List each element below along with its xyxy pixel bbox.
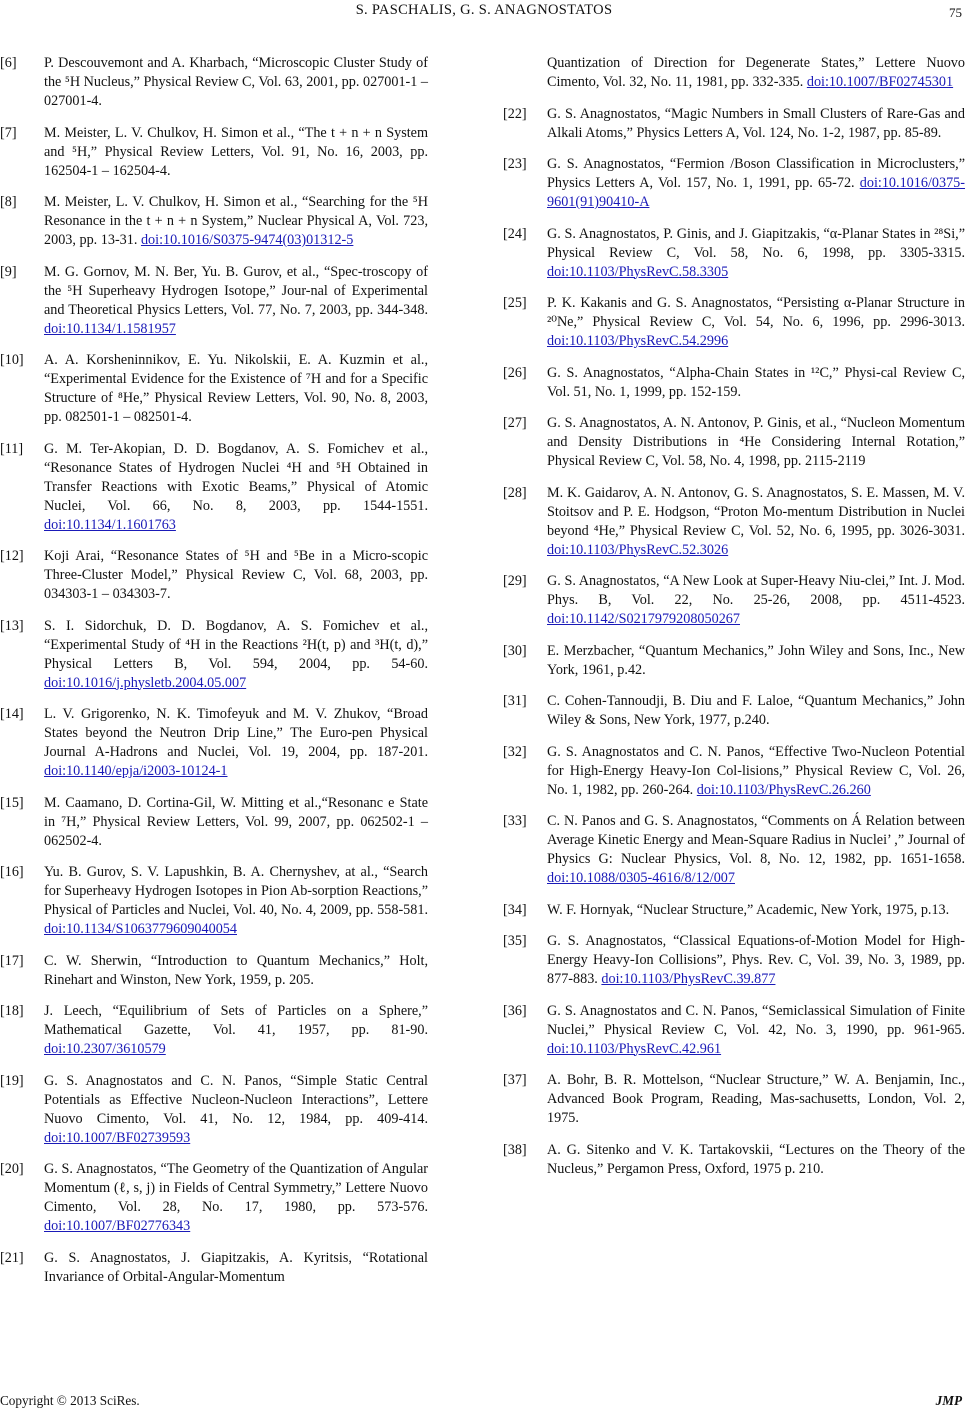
reference-number: [10] xyxy=(0,352,24,368)
page-header xyxy=(0,0,968,40)
reference-number: [13] xyxy=(0,617,24,634)
reference-entry xyxy=(503,901,965,920)
reference-body xyxy=(44,351,428,427)
reference-entry xyxy=(0,1072,428,1148)
reference-text: J. Leech, “Equilibrium of Sets of Particles on a Sphere,” Mathematical Gazette, Vol. 41, 1957, pp. 81-90. xyxy=(44,1003,428,1038)
reference-number: [6] xyxy=(0,55,17,71)
reference-text: M. Meister, L. V. Chulkov, H. Simon et al., “The t + n + n System and ⁵H,” Physical Review Letters, Vol. 91, No. 16, 2003, pp. 162504-1 – 162504-4. xyxy=(44,124,428,179)
reference-entry xyxy=(503,1071,965,1128)
reference-number: [31] xyxy=(503,693,527,709)
reference-number: [7] xyxy=(0,124,17,141)
reference-body xyxy=(44,54,428,111)
reference-body xyxy=(547,901,965,920)
running-title: S. PASCHALIS, G. S. ANAGNOSTATOS xyxy=(355,2,613,18)
reference-number: [21] xyxy=(0,1249,24,1266)
reference-entry xyxy=(0,54,428,111)
reference-body xyxy=(547,414,965,471)
reference-body xyxy=(44,617,428,693)
page-number: 75 xyxy=(949,5,962,20)
doi-link[interactable]: doi:10.1007/BF02776343 xyxy=(44,1218,191,1234)
reference-entry xyxy=(503,364,965,402)
doi-link[interactable]: doi:10.1142/S0217979208050267 xyxy=(547,611,740,627)
doi-link[interactable]: doi:10.1016/j.physletb.2004.05.007 xyxy=(44,674,247,691)
reference-text: P. K. Kakanis and G. S. Anagnostatos, “Persisting α-Planar Structure in ²⁰Ne,” Physical Review C, Vol. 54, No. 6, 1996, pp. 2996-3013. xyxy=(547,295,965,330)
reference-body xyxy=(44,263,428,339)
reference-text: G. S. Anagnostatos, “Fermion /Boson Classification in Microclusters,” Physics Letters A, Vol. 157, No. 1, 1991, pp. 65-72. xyxy=(547,156,965,191)
reference-body xyxy=(547,155,965,212)
reference-body xyxy=(44,952,428,990)
reference-body xyxy=(547,364,965,402)
reference-number: [14] xyxy=(0,706,24,722)
reference-entry xyxy=(503,1002,965,1059)
reference-entry xyxy=(503,484,965,560)
reference-body xyxy=(547,1071,965,1128)
reference-number: [18] xyxy=(0,1003,24,1019)
reference-body xyxy=(547,225,965,282)
journal-abbrev: JMP xyxy=(935,1393,962,1408)
reference-text: C. Cohen-Tannoudji, B. Diu and F. Laloe, “Quantum Mechanics,” John Wiley & Sons, New York, 1977, p.240. xyxy=(547,693,965,728)
reference-text: G. S. Anagnostatos, J. Giapitzakis, A. Kyritsis, “Rotational Invariance of Orbital-Angular-Momentum xyxy=(44,1249,428,1285)
doi-link[interactable]: doi:10.1103/PhysRevC.54.2996 xyxy=(547,333,729,349)
doi-link[interactable]: doi:10.1103/PhysRevC.26.260 xyxy=(696,781,871,798)
reference-text: G. S. Anagnostatos, “Classical Equations-of-Motion Model for High-Energy Heavy-Ion Collisions”, Phys. Rev. C, Vol. 39, No. 3, 1989, pp. 877-883. xyxy=(547,933,965,987)
reference-text: Koji Arai, “Resonance States of ⁵H and ⁵Be in a Micro-scopic Three-Cluster Model,” Physical Review C, Vol. 68, 2003, pp. 034303-1 – 034303-7. xyxy=(44,548,428,602)
reference-body xyxy=(44,705,428,781)
reference-text: G. S. Anagnostatos, P. Ginis, and J. Giapitzakis, “α-Planar States in ²⁸Si,” Physical Review C, Vol. 58, No. 6, 1998, pp. 3305-3315. xyxy=(547,225,965,261)
reference-entry xyxy=(503,642,965,680)
doi-link[interactable]: doi:10.1088/0305-4616/8/12/007 xyxy=(547,870,735,886)
reference-body xyxy=(44,440,428,535)
reference-text: S. I. Sidorchuk, D. D. Bogdanov, A. S. Fomichev et al., “Experimental Study of ⁴H in the Reactions ²H(t, p) and ³H(t, d),” Physical Letters B, Vol. 594, 2004, pp. 54-60. xyxy=(44,617,428,672)
reference-entry xyxy=(0,193,428,250)
reference-body xyxy=(547,105,965,143)
reference-entry xyxy=(0,617,428,693)
reference-text: E. Merzbacher, “Quantum Mechanics,” John Wiley and Sons, Inc., New York, 1961, p.42. xyxy=(547,642,965,678)
doi-link[interactable]: doi:10.1103/PhysRevC.39.877 xyxy=(601,971,776,987)
reference-text: G. S. Anagnostatos, “Alpha-Chain States in ¹²C,” Physi-cal Review C, Vol. 51, No. 1, 1999, pp. 152-159. xyxy=(547,364,965,400)
reference-entry xyxy=(503,1141,965,1179)
reference-text: M. Caamano, D. Cortina-Gil, W. Mitting et al.,“Resonanc e State in ⁷H,” Physical Review Letters, Vol. 99, 2007, pp. 062502-1 – 062502-4. xyxy=(44,794,428,849)
reference-text: G. S. Anagnostatos and C. N. Panos, “Simple Static Central Potentials as Effective Nucleon-Nucleon Interactions”, Lettere Nuovo Cimento, Vol. 41, No. 12, 1984, pp. 409-414. xyxy=(44,1072,428,1127)
reference-body xyxy=(44,1072,428,1148)
reference-text: W. F. Hornyak, “Nuclear Structure,” Academic, New York, 1975, p.13. xyxy=(547,901,950,918)
reference-entry xyxy=(503,743,965,800)
doi-link[interactable]: doi:10.1140/epja/i2003-10124-1 xyxy=(44,763,228,779)
reference-number: [9] xyxy=(0,263,17,280)
reference-body xyxy=(547,484,965,560)
reference-number: [28] xyxy=(503,484,527,501)
reference-text: G. M. Ter-Akopian, D. D. Bogdanov, A. S. Fomichev et al., “Resonance States of Hydrogen Nuclei ⁴H and ⁵H Obtained in Transfer Reactions with Exotic Beams,” Physical of Atomic Nuclei, Vol. 66, No. 8, 2003, pp. 1544-1551. xyxy=(44,440,428,514)
reference-entry xyxy=(503,414,965,471)
doi-link[interactable]: doi:10.1007/BF02739593 xyxy=(44,1129,191,1146)
reference-body xyxy=(44,863,428,939)
reference-entry xyxy=(0,351,428,427)
reference-entry xyxy=(0,124,428,181)
doi-link[interactable]: doi:10.1007/BF02745301 xyxy=(806,74,954,90)
reference-number: [17] xyxy=(0,952,24,969)
reference-body xyxy=(547,642,965,680)
doi-link[interactable]: doi:10.1016/0375-9601(91)90410-A xyxy=(547,175,965,210)
copyright-notice: Copyright © 2013 SciRes. xyxy=(0,1393,140,1408)
reference-body xyxy=(547,1141,965,1179)
reference-number: [11] xyxy=(0,440,24,457)
reference-text: M. K. Gaidarov, A. N. Antonov, G. S. Anagnostatos, S. E. Massen, M. V. Stoitsov and P. E. Hodgson, “Proton Mo-mentum Distribution in Nuclei beyond ⁴He,” Physical Review C, Vol. 52, No. 6, 1995, pp. 3026-3031. xyxy=(547,484,965,539)
reference-text: C. W. Sherwin, “Introduction to Quantum Mechanics,” Holt, Rinehart and Winston, New York, 1959, p. 205. xyxy=(44,952,428,988)
reference-body xyxy=(547,294,965,351)
reference-entry xyxy=(0,1160,428,1236)
reference-entry xyxy=(0,863,428,939)
reference-number: [27] xyxy=(503,415,527,431)
doi-link[interactable]: doi:10.1134/1.1601763 xyxy=(44,516,176,533)
doi-link[interactable]: doi:10.1103/PhysRevC.52.3026 xyxy=(547,541,729,558)
reference-entry xyxy=(503,54,965,92)
reference-entry xyxy=(0,1249,428,1287)
reference-body xyxy=(547,812,965,888)
reference-body xyxy=(44,1160,428,1236)
reference-text: C. N. Panos and G. S. Anagnostatos, “Comments on Á Relation between Average Kinetic Energy and Mean-Square Radius in Nuclei’ ,” Journal of Physics G: Nuclear Physics, Vol. 8, No. 12, 1982, pp. 1651-1658. xyxy=(547,813,965,867)
reference-number: [16] xyxy=(0,864,24,880)
reference-number: [33] xyxy=(503,813,527,829)
reference-number: [36] xyxy=(503,1002,527,1019)
reference-entry xyxy=(503,932,965,989)
reference-number: [20] xyxy=(0,1161,24,1177)
doi-link[interactable]: doi:10.2307/3610579 xyxy=(44,1041,166,1057)
reference-number: [29] xyxy=(503,573,527,589)
reference-body xyxy=(547,692,965,730)
reference-body xyxy=(44,794,428,851)
doi-link[interactable]: doi:10.1103/PhysRevC.58.3305 xyxy=(547,263,729,280)
reference-entry xyxy=(503,155,965,212)
reference-text: P. Descouvemont and A. Kharbach, “Microscopic Cluster Study of the ⁵H Nucleus,” Physical Review C, Vol. 63, 2001, pp. 027001-1 – 027001-4. xyxy=(44,55,428,109)
reference-body xyxy=(547,54,965,92)
reference-entry xyxy=(503,692,965,730)
reference-number: [19] xyxy=(0,1072,24,1089)
reference-number: [37] xyxy=(503,1072,527,1088)
reference-body xyxy=(547,743,965,800)
reference-number: [25] xyxy=(503,295,527,311)
reference-text: M. G. Gornov, M. N. Ber, Yu. B. Gurov, et al., “Spec-troscopy of the ⁵H Superheavy Hydrogen Isotope,” Jour-nal of Experimental and Theoretical Physics Letters, Vol. 77, No. 7, 2003, pp. 344-348. xyxy=(44,263,428,318)
reference-number: [15] xyxy=(0,794,24,811)
reference-body xyxy=(44,1249,428,1287)
reference-text: G. S. Anagnostatos, “Magic Numbers in Small Clusters of Rare-Gas and Alkali Atoms,” Physics Letters A, Vol. 124, No. 1-2, 1987, pp. 85-89. xyxy=(547,105,965,141)
reference-text: L. V. Grigorenko, N. K. Timofeyuk and M. V. Zhukov, “Broad States beyond the Neutron Drip Line,” The Euro-pen Physical Journal A-Hadrons and Nuclei, Vol. 19, 2004, pp. 187-201. xyxy=(44,706,428,760)
reference-entry xyxy=(0,1002,428,1059)
reference-text: Yu. B. Gurov, S. V. Lapushkin, B. A. Chernyshev, at al., “Search for Superheavy Hydrogen Isotopes in Pion Ab-sorption Reactions,” Physical of Particles and Nuclei, Vol. 40, No. 4, 2009, pp. 558-581. xyxy=(44,864,428,918)
reference-entry xyxy=(503,572,965,629)
reference-number: [34] xyxy=(503,901,527,918)
reference-body xyxy=(547,932,965,989)
reference-body xyxy=(547,1002,965,1059)
reference-entry xyxy=(0,952,428,990)
reference-number: [35] xyxy=(503,933,527,949)
reference-entry xyxy=(503,294,965,351)
reference-entry xyxy=(0,547,428,604)
reference-text: Quantization of Direction for Degenerate States,” Lettere Nuovo Cimento, Vol. 32, No. 11, 1981, pp. 332-335. xyxy=(547,55,965,90)
reference-number: [23] xyxy=(503,156,527,172)
reference-text: G. S. Anagnostatos, “The Geometry of the Quantization of Angular Momentum (ℓ, s, j) in Fields of Central Symmetry,” Lettere Nuovo Cimento, Vol. 28, No. 17, 1980, pp. 573-576. xyxy=(44,1161,428,1215)
reference-entry xyxy=(0,794,428,851)
reference-entry xyxy=(0,705,428,781)
reference-number: [24] xyxy=(503,225,527,242)
reference-text: A. Bohr, B. R. Mottelson, “Nuclear Structure,” W. A. Benjamin, Inc., Advanced Book Program, Reading, Mas-sachusetts, London, Vol. 2, 1975. xyxy=(547,1072,965,1126)
reference-number: [38] xyxy=(503,1141,527,1158)
reference-body xyxy=(44,193,428,250)
reference-text: G. S. Anagnostatos, A. N. Antonov, P. Ginis, et al., “Nucleon Momentum and Density Distributions in ⁴He Considering Internal Rotation,” Physical Review C, Vol. 58, No. 4, 1998, pp. 2115-2119 xyxy=(547,415,965,469)
reference-text: M. Meister, L. V. Chulkov, H. Simon et al., “Searching for the ⁵H Resonance in the t + n + n System,” Nuclear Physical A, Vol. 723, 2003, pp. 13-31. xyxy=(44,194,428,248)
page-footer xyxy=(0,1392,968,1412)
reference-number: [26] xyxy=(503,364,527,381)
reference-body xyxy=(44,124,428,181)
reference-body xyxy=(547,572,965,629)
reference-entry xyxy=(0,440,428,535)
reference-entry xyxy=(503,812,965,888)
reference-entry xyxy=(0,263,428,339)
reference-text: G. S. Anagnostatos and C. N. Panos, “Semiclassical Simulation of Finite Nuclei,” Physical Review C, Vol. 42, No. 3, 1990, pp. 961-965. xyxy=(547,1002,965,1038)
reference-body xyxy=(44,547,428,604)
reference-text: G. S. Anagnostatos and C. N. Panos, “Effective Two-Nucleon Potential for High-Energy Heavy-Ion Col-lisions,” Physical Review C, Vol. 26, No. 1, 1982, pp. 260-264. xyxy=(547,743,965,798)
right-reference-column xyxy=(503,54,965,1191)
reference-number: [12] xyxy=(0,548,24,564)
reference-body xyxy=(44,1002,428,1059)
reference-text: G. S. Anagnostatos, “A New Look at Super-Heavy Niu-clei,” Int. J. Mod. Phys. B, Vol. 22, No. 25-26, 2008, pp. 4511-4523. xyxy=(547,573,965,608)
reference-text: A. G. Sitenko and V. K. Tartakovskii, “Lectures on the Theory of the Nucleus,” Pergamon Press, Oxford, 1975 p. 210. xyxy=(547,1141,965,1177)
reference-number: [22] xyxy=(503,105,527,122)
reference-number: [30] xyxy=(503,642,527,659)
doi-link[interactable]: doi:10.1134/1.1581957 xyxy=(44,320,176,337)
reference-entry xyxy=(503,105,965,143)
reference-number: [32] xyxy=(503,743,527,760)
left-reference-column xyxy=(0,54,428,1299)
doi-link[interactable]: doi:10.1016/S0375-9474(03)01312-5 xyxy=(140,232,354,248)
doi-link[interactable]: doi:10.1103/PhysRevC.42.961 xyxy=(547,1040,722,1057)
doi-link[interactable]: doi:10.1134/S1063779609040054 xyxy=(44,921,237,937)
reference-entry xyxy=(503,225,965,282)
reference-text: A. A. Korsheninnikov, E. Yu. Nikolskii, E. A. Kuzmin et al., “Experimental Evidence for the Existence of ⁷H and for a Specific Structure of ⁸He,” Physical Review Letters, Vol. 90, No. 8, 2003, pp. 082501-1 – 082501-4. xyxy=(44,352,428,425)
reference-number: [8] xyxy=(0,194,17,210)
